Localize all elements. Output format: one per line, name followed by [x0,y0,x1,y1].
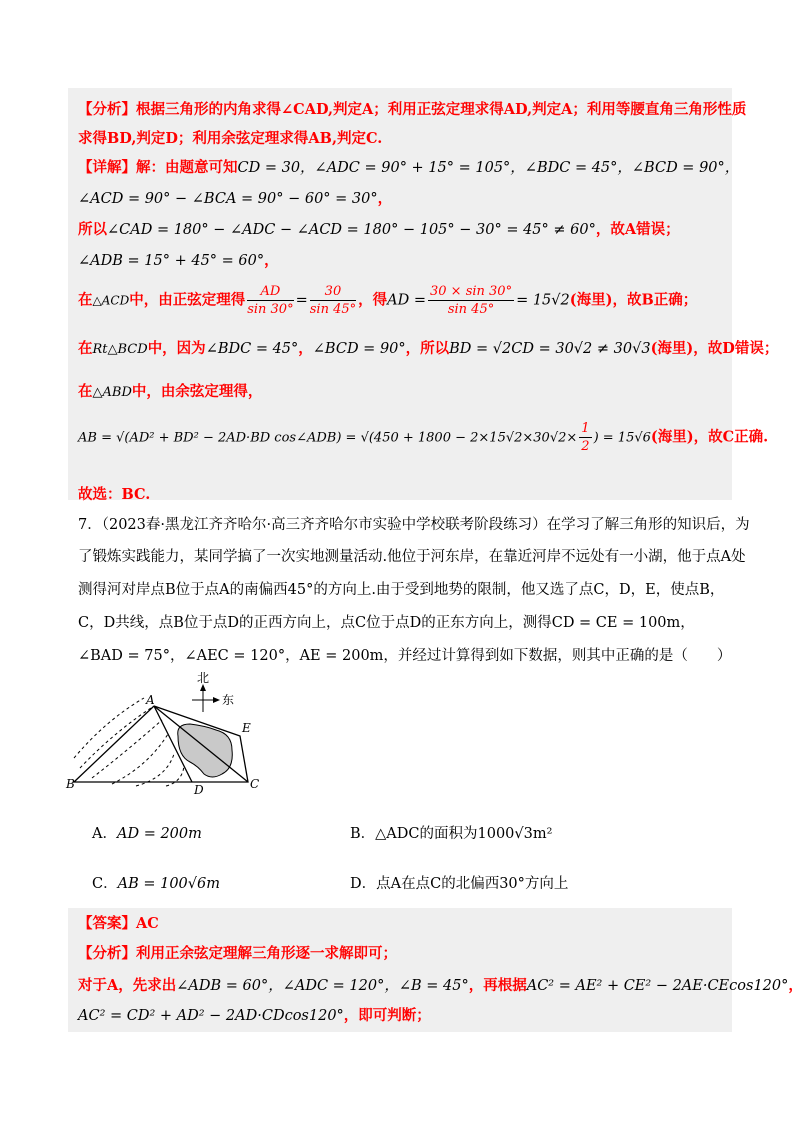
point-d: D [194,783,204,797]
question-line-2 [78,547,746,567]
detail-text: ，得 [358,291,388,309]
detail-line-6 [78,339,778,360]
detail-math-3: ∠CAD = 180° − ∠ADC − ∠ACD = 180° − 105° − 30° = 45° ≠ 60° [107,222,596,238]
ab-result: ) = 15√6 [593,430,651,446]
analysis2-tag: 【分析】 [78,945,136,962]
detail-text: 中，由余弦定理得， [131,383,263,400]
analysis2-line-1 [78,944,397,964]
denominator: sin 45° [447,302,495,317]
detail-line-8 [78,420,768,456]
detail-line-2 [78,189,392,209]
ad-result: = 15√2 [516,292,570,309]
option-b-text: △ADC的面积为1000√3m² [375,826,553,842]
geometry-figure [66,670,276,800]
option-a [92,822,202,843]
detail-verdict-b: (海里)，故B正确； [569,291,698,309]
question-text: ∠BAD = 75°，∠AEC = 120°，AE = 200m，并经过计算得到如下数据，则其中正确的是（ ） [78,648,732,664]
bd-result: BD = √2CD = 30√2 ≠ 30√3 [449,341,651,357]
river-arc [112,734,168,784]
detail-text: 在 [78,383,93,400]
question-line-1 [78,515,750,535]
triangle-acd: △ACD [92,293,130,308]
option-d-label: D． [350,876,377,892]
detail-text: 所以 [78,221,107,238]
question-line-4 [78,613,695,633]
numerator: 30 [310,283,356,301]
detail-math-4: ∠ADB = 15° + 45° = 60° [78,253,265,269]
numerator: 1 [581,421,590,436]
analysis2-text: ，再根据 [468,977,527,994]
angle-bcd: ∠BCD = 90° [312,341,406,357]
option-b-label: B． [350,826,376,842]
option-a-text: AD = 200m [116,826,202,842]
detail-text: 中，因为 [147,340,206,357]
fraction-one-half [579,420,591,455]
question-text: 了锻炼实践能力，某同学搞了一次实地测量活动.他位于河东岸，在靠近河岸不远处有一小湖，他于点A处 [78,549,746,565]
answer-line [78,914,159,934]
label-east: 东 [222,693,235,707]
analysis2-punct: ， [788,977,803,994]
option-c-text: AB = 100√6m [117,876,220,892]
detail-tag: 【详解】 [78,159,136,176]
question-line-5 [78,646,731,666]
point-b: B [66,777,75,791]
detail-text: 解：由题意可知 [136,159,238,176]
detail-punct: ， [298,340,313,357]
river-arc [136,754,174,786]
ab-formula: AB = √(AD² + BD² − 2AD·BD cos∠ADB) = √(450 + 1800 − 2×15√2×30√2× [78,430,578,446]
detail-verdict-c: (海里)，故C正确. [650,428,769,446]
option-b [350,822,552,843]
analysis2-line-2 [78,976,803,996]
angles-math: ∠ADB = 60°，∠ADC = 120°，∠B = 45° [176,978,469,994]
ac-cosine-formula-1: AC² = AE² + CE² − 2AE·CEcos120° [526,978,789,994]
detail-verdict-a: ，故A错误； [595,221,680,238]
detail-verdict-d: (海里)，故D错误； [650,340,779,357]
detail-text: 在 [78,340,93,357]
angle-bdc: ∠BDC = 45° [205,341,299,357]
point-a: A [146,693,155,707]
final-choice: 故选：BC. [78,486,151,503]
river-arc [166,766,184,786]
answer-tag: 【答案】 [78,915,136,932]
analysis-tag: 【分析】 [78,101,136,118]
point-e: E [242,721,251,735]
denominator: sin 30° [247,302,294,317]
detail-text: 在 [78,291,93,309]
equals: = [295,292,308,309]
detail-line-5 [78,283,697,318]
denominator: 2 [581,439,590,454]
east-arrow-icon [213,697,220,703]
detail-line-3 [78,220,680,240]
ad-equals: AD = [387,292,426,309]
analysis-line-2 [78,129,382,149]
ac-cosine-formula-2: AC² = CD² + AD² − 2AD·CDcos120° [78,1008,344,1024]
fraction-ad-value [428,283,514,318]
detail-punct: ， [264,252,279,269]
numerator: AD [247,283,293,301]
question-line-3 [78,580,724,600]
analysis2-text: ，即可判断； [343,1007,431,1024]
analysis-text-2: 求得BD,判定D；利用余弦定理求得AB,判定C. [78,130,383,147]
detail-punct: ， [377,190,393,207]
question-text: C，D共线，点B位于点D的正西方向上，点C位于点D的正东方向上，测得CD = CE = 100m， [78,615,695,631]
denominator: sin 45° [309,302,357,317]
fraction-30-sin45 [310,283,356,318]
question-text: 7．（2023春·黑龙江齐齐哈尔·高三齐齐哈尔市实验中学校联考阶段练习）在学习了解三角形的知识后，为 [78,517,750,533]
option-d-text: 点A在点C的北偏西30°方向上 [376,876,569,892]
analysis2-text: 对于A，先求出 [78,977,177,994]
option-d [350,872,568,893]
triangle-bcd: Rt△BCD [92,342,148,357]
detail-text: 中，由正弦定理得 [129,291,246,309]
north-arrow-icon [200,684,206,691]
option-c [92,872,220,893]
point-c: C [250,777,260,791]
question-text: 测得河对岸点B位于点A的南偏西45°的方向上.由于受到地势的限制，他又选了点C，D，E，使点B， [78,582,725,598]
analysis-text-1: 根据三角形的内角求得∠CAD,判定A；利用正弦定理求得AD,判定A；利用等腰直角三角形性质 [136,101,747,118]
detail-line-4 [78,251,279,271]
label-north: 北 [197,671,210,685]
analysis2-line-3 [78,1006,431,1026]
detail-line-7 [78,382,262,403]
answer-value: AC [136,915,159,932]
choice-line [78,485,150,505]
option-c-label: C． [92,876,118,892]
detail-math-2: ∠ACD = 90° − ∠BCA = 90° − 60° = 30° [78,191,378,207]
triangle-abd: △ABD [92,385,132,400]
analysis2-text: 利用正余弦定理解三角形逐一求解即可； [136,945,397,962]
detail-text: ，所以 [405,340,450,357]
option-a-label: A． [92,826,117,842]
detail-math-1: CD = 30，∠ADC = 90° + 15° = 105°，∠BDC = 45°，∠BCD = 90°， [237,160,740,176]
river-arc [92,720,162,778]
detail-line-1 [78,158,739,178]
analysis-line-1 [78,100,746,120]
fraction-ad-sin30 [247,283,293,318]
numerator: 30 × sin 30° [430,284,513,299]
